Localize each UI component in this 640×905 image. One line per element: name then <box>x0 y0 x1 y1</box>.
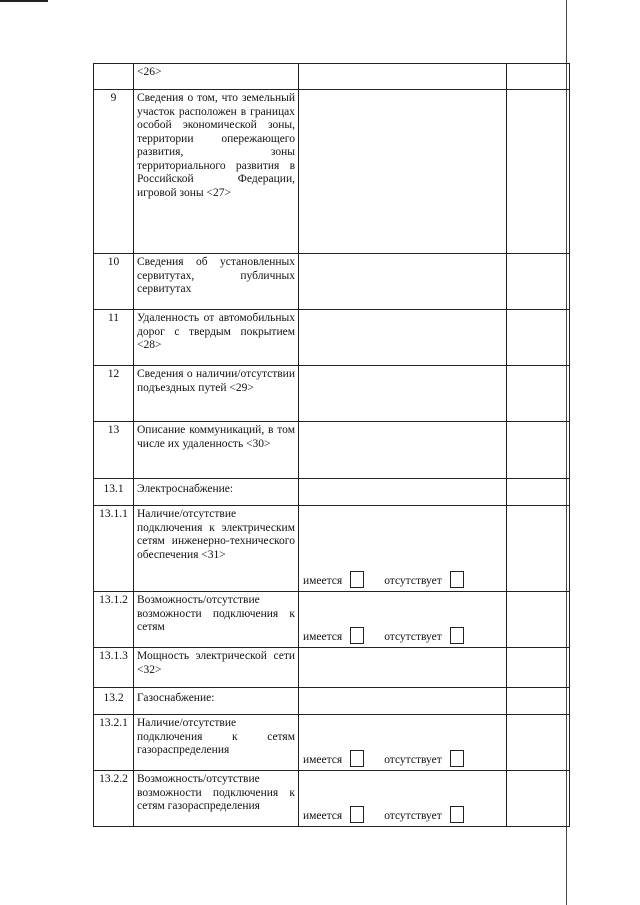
row-number: 13.1 <box>94 479 134 506</box>
row-note[interactable] <box>507 366 570 422</box>
row-value[interactable] <box>299 254 507 310</box>
row-description: Сведения о наличии/отсутствии подъездных путей <29> <box>134 366 299 422</box>
present-checkbox[interactable] <box>350 750 364 767</box>
table-row <box>94 254 570 310</box>
row-note[interactable] <box>507 771 570 827</box>
absent-checkbox[interactable] <box>450 627 464 644</box>
row-value[interactable] <box>299 310 507 366</box>
row-description: Удаленность от автомобильных дорог с твердым покрытием <28> <box>134 310 299 366</box>
row-description: Описание коммуникаций, в том числе их удаленность <30> <box>134 422 299 479</box>
row-description: Электроснабжение: <box>134 479 299 506</box>
row-note[interactable] <box>507 90 570 254</box>
absent-label: отсутствует <box>384 809 442 822</box>
row-value[interactable] <box>299 90 507 254</box>
row-note[interactable] <box>507 64 570 90</box>
row-note[interactable] <box>507 715 570 771</box>
row-description: Возможность/отсутствие возможности подключения к сетям <box>134 592 299 648</box>
row-value[interactable] <box>299 64 507 90</box>
table-row <box>94 422 570 479</box>
row-description: Наличие/отсутствие подключения к электрическим сетям инженерно-технического обеспечения <31> <box>134 506 299 592</box>
row-note[interactable] <box>507 648 570 688</box>
present-label: имеется <box>303 753 343 766</box>
row-description: Сведения о том, что земельный участок расположен в границах особой экономической зоны, территории опережающего развития, зоны территориального развития в Российской Федерации, игровой зоны <27> <box>134 90 299 254</box>
present-checkbox[interactable] <box>350 806 364 823</box>
present-label: имеется <box>303 809 343 822</box>
row-number: 13.2.2 <box>94 771 134 827</box>
table-row <box>94 688 570 715</box>
absent-checkbox[interactable] <box>450 806 464 823</box>
table-row <box>94 479 570 506</box>
absent-label: отсутствует <box>384 630 442 643</box>
presence-options <box>303 750 502 767</box>
row-description: <26> <box>134 64 299 90</box>
scan-corner-mark <box>0 0 48 2</box>
row-description: Мощность электрической сети <32> <box>134 648 299 688</box>
table-row <box>94 64 570 90</box>
row-value[interactable] <box>299 479 507 506</box>
row-description: Сведения об установленных сервитутах, публичных сервитутах <box>134 254 299 310</box>
row-description: Возможность/отсутствие возможности подключения к сетям газораспределения <box>134 771 299 827</box>
row-value[interactable] <box>299 422 507 479</box>
row-note[interactable] <box>507 506 570 592</box>
row-note[interactable] <box>507 310 570 366</box>
row-number <box>94 64 134 90</box>
present-checkbox[interactable] <box>350 571 364 588</box>
row-note[interactable] <box>507 254 570 310</box>
row-value <box>299 715 507 771</box>
absent-label: отсутствует <box>384 753 442 766</box>
row-note[interactable] <box>507 479 570 506</box>
table-row <box>94 366 570 422</box>
presence-options <box>303 806 502 823</box>
row-value <box>299 506 507 592</box>
table-row <box>94 715 570 771</box>
row-value[interactable] <box>299 366 507 422</box>
present-label: имеется <box>303 630 343 643</box>
table-row <box>94 90 570 254</box>
row-value[interactable] <box>299 648 507 688</box>
row-note[interactable] <box>507 592 570 648</box>
table-row <box>94 648 570 688</box>
row-note[interactable] <box>507 422 570 479</box>
table-row <box>94 310 570 366</box>
row-value[interactable] <box>299 688 507 715</box>
row-number: 10 <box>94 254 134 310</box>
row-number: 13.2.1 <box>94 715 134 771</box>
presence-options <box>303 627 502 644</box>
row-number: 9 <box>94 90 134 254</box>
absent-checkbox[interactable] <box>450 750 464 767</box>
row-note[interactable] <box>507 688 570 715</box>
row-number: 12 <box>94 366 134 422</box>
present-label: имеется <box>303 574 343 587</box>
row-number: 13.1.2 <box>94 592 134 648</box>
presence-options <box>303 571 502 588</box>
absent-checkbox[interactable] <box>450 571 464 588</box>
table-row <box>94 506 570 592</box>
land-plot-info-table <box>93 63 570 827</box>
row-number: 13.1.3 <box>94 648 134 688</box>
row-number: 13.1.1 <box>94 506 134 592</box>
row-number: 11 <box>94 310 134 366</box>
row-number: 13 <box>94 422 134 479</box>
present-checkbox[interactable] <box>350 627 364 644</box>
row-description: Газоснабжение: <box>134 688 299 715</box>
table-row <box>94 771 570 827</box>
row-value <box>299 592 507 648</box>
table-row <box>94 592 570 648</box>
row-value <box>299 771 507 827</box>
row-description: Наличие/отсутствие подключения к сетям газораспределения <box>134 715 299 771</box>
absent-label: отсутствует <box>384 574 442 587</box>
row-number: 13.2 <box>94 688 134 715</box>
